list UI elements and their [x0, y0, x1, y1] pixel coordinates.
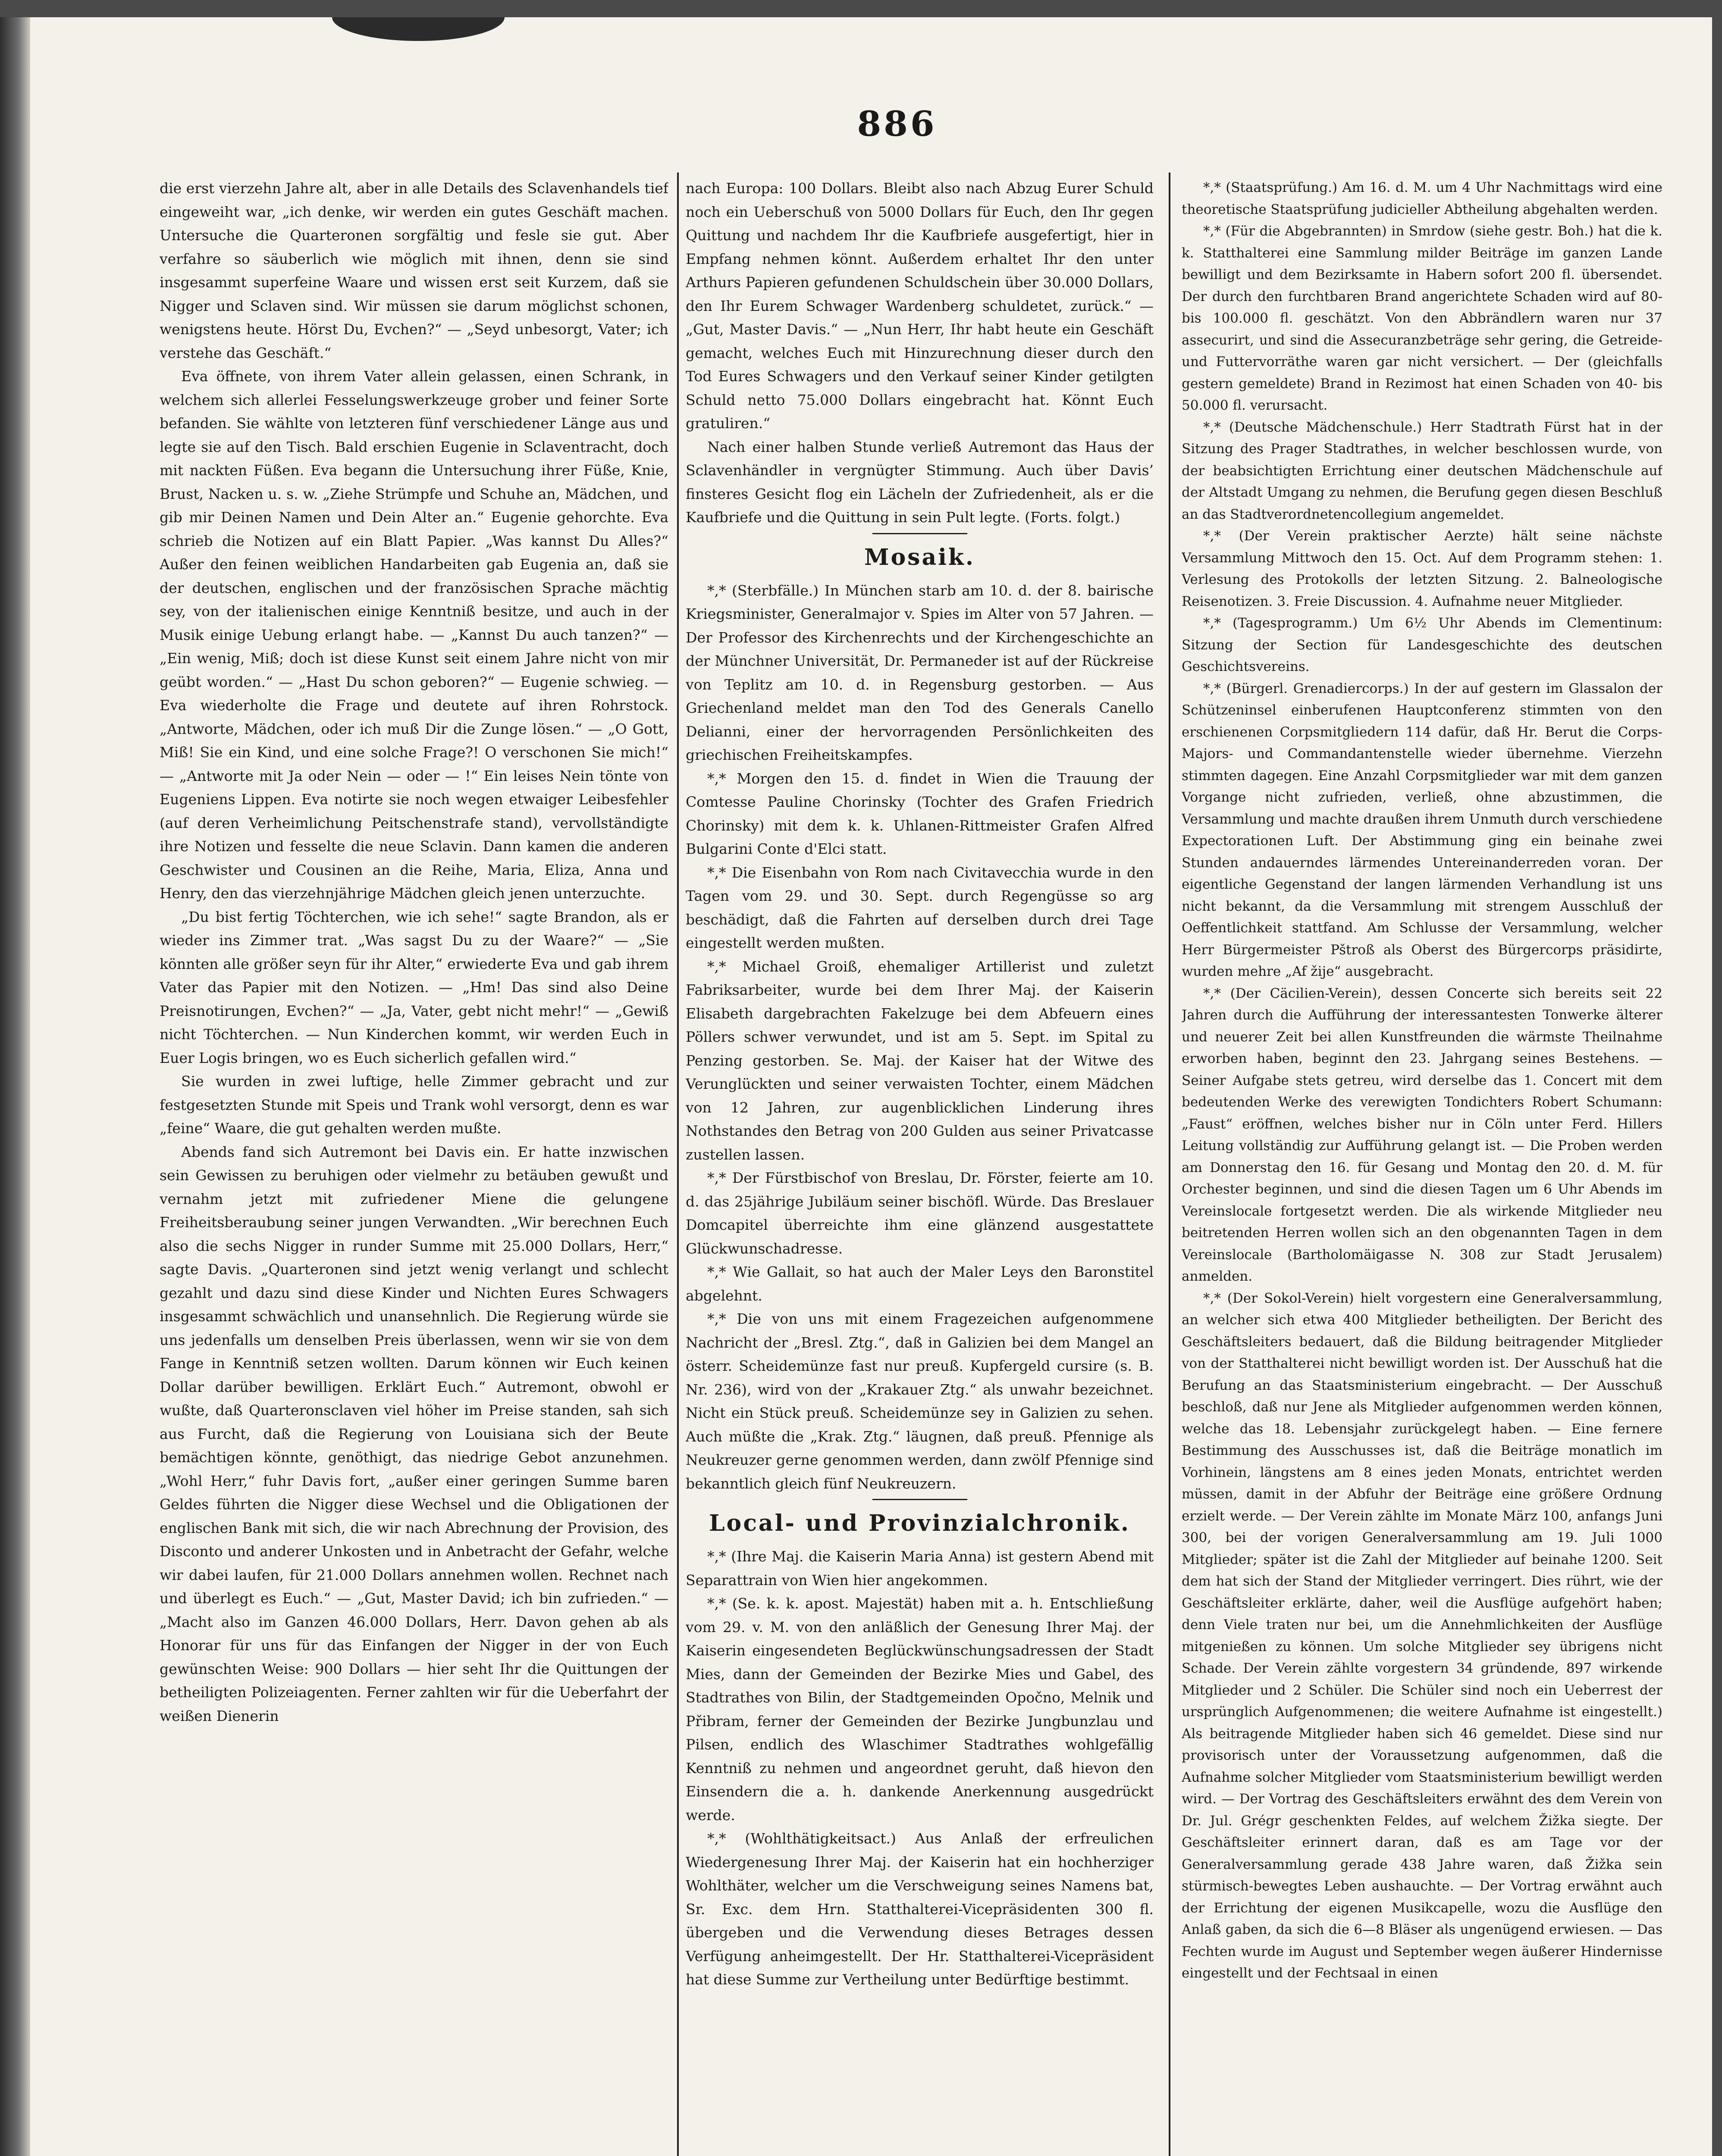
binding-gutter	[0, 17, 30, 2156]
column-divider	[1169, 172, 1170, 2156]
news-item: *,* Wie Gallait, so hat auch der Maler Leys den Baronstitel abgelehnt.	[686, 1263, 1154, 1304]
story-paragraph: Sie wurden in zwei luftige, helle Zimmer gebracht und zur festgesetzten Stunde mit Speis und Trank wohl versorgt, denn es war „feine“ Waare, die gut gehalten werden mußte.	[160, 1073, 668, 1137]
section-divider	[872, 533, 967, 534]
news-item: *,* (Sterbfälle.) In München starb am 10. d. der 8. bairische Kriegsminister, Generalmajor v. Spies im Alter von 57 Jahren. — Der Professor des Kirchenrechts und der Kirchengeschichte an der Münchner Universität, Dr. Permaneder ist auf der Rückreise von Teplitz am 10. d. in Regensburg gestorben. — Aus Griechenland meldet man den Tod des Generals Canello Delianni, einer der hervorragenden Persönlichkeiten des griechischen Freiheitskampfes.	[686, 582, 1154, 763]
news-item: *,* (Staatsprüfung.) Am 16. d. M. um 4 Uhr Nachmittags wird eine theoretische Staatsprüfung judicieller Abtheilung abgehalten werden.	[1182, 180, 1662, 217]
newspaper-page	[30, 17, 1712, 2156]
story-paragraph: Eva öffnete, von ihrem Vater allein gelassen, einen Schrank, in welchem sich allerlei Fesselungswerkzeuge grober und feiner Sorte befanden. Sie wählte von letzteren fünf verschiedener Länge aus und legte sie auf den Tisch. Bald erschien Eugenie in Sclaventracht, doch mit nackten Füßen. Eva begann die Untersuchung ihrer Füße, Knie, Brust, Nacken u. s. w. „Ziehe Strümpfe und Schuhe an, Mädchen, und gib mir Deinen Namen und Dein Alter an.“ Eugenie gehorchte. Eva schrieb die Notizen auf ein Blatt Papier. „Was kannst Du Alles?“ Außer den feinen weiblichen Handarbeiten gab Eugenia an, daß sie der deutschen, englischen und der französischen Sprache mächtig sey, von der italienischen einige Kenntniß besitze, und auch in der Musik einige Uebung erlangt habe. — „Kannst Du auch tanzen?“ — „Ein wenig, Miß; doch ist diese Kunst seit einem Jahre nicht von mir geübt worden.“ — „Hast Du schon geboren?“ — Eugenie schwieg. — Eva wiederholte die Frage und deutete auf ihren Rohrstock. „Antworte, Mädchen, oder ich muß Dir die Zunge lösen.“ — „O Gott, Miß! Sie ein Kind, und eine solche Frage?! O verschonen Sie mich!“ — „Antworte mit Ja oder Nein — oder — !“ Ein leises Nein tönte von Eugeniens Lippen. Eva notirte sie noch wegen etwaiger Leibesfehler (auf deren Verheimlichung Peitschenstrafe stand), vervollständigte ihre Notizen und fesselte die neue Sclavin. Dann kamen die anderen Geschwister und Cousinen an die Reihe, Maria, Eliza, Anna und Henry, den das vierzehnjährige Mädchen gleich jenen unterzuchte.	[160, 368, 668, 902]
news-item: *,* (Für die Abgebrannten) in Smrdow (siehe gestr. Boh.) hat die k. k. Statthalterei eine Sammlung milder Beiträge im ganzen Lande bewilligt und dem Bezirksamte in Habern sofort 200 fl. übersendet. Der durch den furchtbaren Brand angerichtete Schaden wird auf 80- bis 100.000 fl. geschätzt. Von den Abbrändlern waren nur 37 assecurirt, und sind die Assecuranzbeträge sehr gering, die Getreide- und Futtervorräthe waren gar nicht versichert. — Der (gleichfalls gestern gemeldete) Brand in Rezimost hat einen Schaden von 40- bis 50.000 fl. verursacht.	[1182, 223, 1662, 413]
news-item: *,* (Bürgerl. Grenadiercorps.) In der auf gestern im Glassalon der Schützeninsel einberufenen Hauptconferenz stimmten von den erschienenen Corpsmitgliedern 114 dafür, daß Hr. Berut die Corps-Majors- und Commandantenstelle wieder übernehme. Vierzehn stimmten dagegen. Eine Anzahl Corpsmitglieder war mit dem ganzen Vorgange nicht zufrieden, verließ, ohne abzustimmen, die Versammlung und machte draußen ihrem Unmuth durch verschiedene Expectorationen Luft. Der Abstimmung ging ein beinahe zwei Stunden andauerndes lärmendes Untereinanderreden voran. Der eigentliche Gegenstand der langen lärmenden Verhandlung ist uns nicht bekannt, da die Versammlung mit strengem Ausschluß der Oeffentlichkeit stattfand. Am Schlusse der Versammlung, welcher Herr Bürgermeister Pštroß als Oberst des Bürgercorps präsidirte, wurden mehre „Af žije“ ausgebracht.	[1182, 680, 1662, 979]
news-item: *,* Die Eisenbahn von Rom nach Civitavecchia wurde in den Tagen vom 29. und 30. Sept. durch Regengüsse so arg beschädigt, daß die Fahrten auf derselben durch drei Tage eingestellt werden mußten.	[686, 864, 1154, 951]
news-item: *,* (Tagesprogramm.) Um 6½ Uhr Abends im Clementinum: Sitzung der Section für Landesgeschichte des deutschen Geschichtsvereins.	[1182, 615, 1662, 674]
story-paragraph: Nach einer halben Stunde verließ Autremont das Haus der Sclavenhändler in vergnügter Stimmung. Auch über Davis’ finsteres Gesicht flog ein Lächeln der Zufriedenheit, als er die Kaufbriefe und die Quittung in sein Pult legte. (Forts. folgt.)	[686, 438, 1154, 526]
page-number: 886	[857, 103, 937, 144]
story-paragraph: die erst vierzehn Jahre alt, aber in alle Details des Sclavenhandels tief eingeweiht war, „ich denke, wir werden ein gutes Geschäft machen. Untersuche die Quarteronen sorgfältig und fesle sie gut. Aber verfahre so säuberlich wie möglich mit ihnen, denn sie sind insgesammt superfeine Waare und wissen erst seit Kurzem, daß sie Nigger und Sclaven sind. Wir müssen sie darum möglichst schonen, wenigstens heute. Hörst Du, Evchen?“ — „Seyd unbesorgt, Vater; ich verstehe das Geschäft.“	[160, 180, 668, 361]
story-paragraph: Abends fand sich Autremont bei Davis ein. Er hatte inzwischen sein Gewissen zu beruhigen oder vielmehr zu betäuben gewußt und vernahm jetzt mit zufriedener Miene die gelungene Freiheitsberaubung seiner jungen Verwandten. „Wir berechnen Euch also die sechs Nigger in runder Summe mit 25.000 Dollars, Herr,“ sagte Davis. „Quarteronen sind jetzt wenig verlangt und schlecht gezahlt und dazu sind diese Kinder und Nichten Eures Schwagers insgesammt schwächlich und unansehnlich. Die Regierung würde sie uns jedenfalls um denselben Preis überlassen, wenn wir sie von dem Fange in Kenntniß setzen wollten. Darum können wir Euch keinen Dollar darüber bewilligen. Erklärt Euch.“ Autremont, obwohl er wußte, daß Quarteronsclaven viel höher im Preise standen, sah sich aus Furcht, daß die Regierung von Louisiana sich der Beute bemächtigen könnte, genöthigt, das niedrige Gebot anzunehmen. „Wohl Herr,“ fuhr Davis fort, „außer einer geringen Summe baren Geldes führten die Nigger diese Wechsel und die Obligationen der englischen Bank mit sich, die wir nach Abrechnung der Provision, des Disconto und anderer Unkosten und in Anbetracht der Gefahr, welche wir dabei laufen, für 21.000 Dollars annehmen wollen. Rechnet nach und überlegt es Euch.“ — „Gut, Master David; ich bin zufrieden.“ — „Macht also im Ganzen 46.000 Dollars, Herr. Davon gehen ab als Honorar für uns für das Einfangen der Nigger in der von Euch gewünschten Weise: 900 Dollars — hier seht Ihr die Quittungen der betheiligten Polizeiagenten. Ferner zahlten wir für die Ueberfahrt der weißen Dienerin	[160, 1143, 668, 1724]
news-item: *,* Michael Groiß, ehemaliger Artillerist und zuletzt Fabriksarbeiter, wurde bei dem Ihrer Maj. der Kaiserin Elisabeth dargebrachten Fakelzuge bei dem Abfeuern eines Pöllers schwer verwundet, und ist am 5. Sept. im Spital zu Penzing gestorben. Se. Maj. der Kaiser hat der Witwe des Verunglückten und seiner verwaisten Tochter, einem Mädchen von 12 Jahren, zur augenblicklichen Linderung ihres Nothstandes den Betrag von 200 Gulden aus seiner Privatcasse zustellen lassen.	[686, 958, 1154, 1163]
news-item: *,* (Se. k. k. apost. Majestät) haben mit a. h. Entschließung vom 29. v. M. von den anläßlich der Genesung Ihrer Maj. der Kaiserin eingesendeten Beglückwünschungsadressen der Stadt Mies, dann der Gemeinden der Bezirke Mies und Gabel, des Stadtrathes von Bilin, der Stadtgemeinden Opočno, Melnik und Přibram, ferner der Gemeinden der Bezirke Jungbunzlau und Pilsen, endlich des Wlaschimer Stadtrathes wohlgefällig Kenntniß zu nehmen und angeordnet geruht, daß hievon den Einsendern die a. h. dankende Anerkennung ausgedrückt werde.	[686, 1595, 1154, 1824]
news-item: *,* (Deutsche Mädchenschule.) Herr Stadtrath Fürst hat in der Sitzung des Prager Stadtrathes, in welcher beschlossen wurde, von der beabsichtigten Errichtung einer deutschen Mädchenschule auf der Altstadt Umgang zu nehmen, die Berufung gegen diesen Beschluß an das Stadtverordnetencollegium angemeldet.	[1182, 419, 1662, 522]
news-item: *,* Der Fürstbischof von Breslau, Dr. Förster, feierte am 10. d. das 25jährige Jubiläum seiner bischöfl. Würde. Das Breslauer Domcapitel überreichte ihm eine glänzend ausgestattete Glückwunschadresse.	[686, 1169, 1154, 1257]
news-item: *,* (Der Sokol-Verein) hielt vorgestern eine Generalversammlung, an welcher sich etwa 400 Mitglieder betheiligten. Der Bericht des Geschäftsleiters bedauert, daß die Bildung beitragender Mitglieder von der Statthalterei nicht bewilligt worden ist. Der Ausschuß hat die Berufung an das Staatsministerium eingebracht. — Der Ausschuß beschloß, daß nur Jene als Mitglieder aufgenommen werden können, welche das 18. Lebensjahr zurückgelegt haben. — Eine fernere Bestimmung des Ausschusses ist, daß die Beiträge monatlich im Vorhinein, längstens am 8 eines jeden Monats, entrichtet werden müssen, damit in der Abfuhr der Beiträge eine größere Ordnung erzielt werde. — Der Verein zählte im Monate März 100, anfangs Juni 300, bei der vorigen Generalversammlung am 19. Juli 1000 Mitglieder; später ist die Zahl der Mitglieder auf beinahe 1200. Seit dem hat sich der Stand der Mitglieder verringert. Dies rührt, wie der Geschäftsleiter erklärte, daher, weil die Ausflüge aufgehört haben; denn Viele traten nur bei, um die Annehmlichkeiten der Ausflüge mitgenießen zu können. Um solche Mitglieder sey übrigens nicht Schade. Der Verein zählte vorgestern 34 gründende, 897 wirkende Mitglieder und 2 Schüler. Die Schüler sind noch ein Ueberrest der ursprünglich Aufgenommenen; die weitere Aufnahme ist eingestellt.) Als beitragende Mitglieder haben sich 46 gemeldet. Diese sind nur provisorisch unter der Voraussetzung aufgenommen, daß die Aufnahme solcher Mitglieder vom Staatsministerium bewilligt werden wird. — Der Vortrag des Geschäftsleiters erwähnt des dem Verein von Dr. Jul. Grégr geschenkten Feldes, auf welchem Žižka siegte. Der Geschäftsleiter erinnert daran, daß es am Tage vor der Generalversammlung gerade 438 Jahre waren, daß Žižka sein stürmisch-bewegtes Leben aushauchte. — Der Vortrag erwähnt auch der Errichtung der eigenen Musikcapelle, wozu die Ausflüge den Anlaß gaben, da sich die 6—8 Bläser als ungenügend erwiesen. — Das Fechten wurde im August und September wegen äußerer Hindernisse eingestellt und der Fechtsaal in einen	[1182, 1290, 1662, 1981]
page-corner-mark	[332, 17, 505, 41]
news-item: *,* (Wohlthätigkeitsact.) Aus Anlaß der erfreulichen Wiedergenesung Ihrer Maj. der Kaiserin hat ein hochherziger Wohlthäter, welcher um die Verschweigung seines Namens bat, Sr. Exc. dem Hrn. Statthalterei-Vicepräsidenten 300 fl. übergeben und die Verwendung dieses Betrages dessen Verfügung anheimgestellt. Der Hr. Statthalterei-Vicepräsident hat diese Summe zur Vertheilung unter Bedürftige bestimmt.	[686, 1830, 1154, 1988]
section-heading-local-chronicle: Local- und Provinzialchronik.	[709, 1510, 1131, 1536]
news-item: *,* (Der Verein praktischer Aerzte) hält seine nächste Versammlung Mittwoch den 15. Oct. Auf dem Programm stehen: 1. Verlesung des Protokolls der letzten Sitzung. 2. Balneologische Reisenotizen. 3. Freie Discussion. 4. Aufnahme neuer Mitglieder.	[1182, 528, 1662, 609]
section-heading-mosaik: Mosaik.	[864, 544, 975, 570]
column-divider	[677, 172, 679, 2156]
news-item: *,* Die von uns mit einem Fragezeichen aufgenommene Nachricht der „Bresl. Ztg.“, daß in Galizien bei dem Mangel an österr. Scheidemünze fast nur preuß. Kupfergeld cursire (s. B. Nr. 236), wird von der „Krakauer Ztg.“ als unwahr bezeichnet. Nicht ein Stück preuß. Scheidemünze sey in Galizien zu sehen. Auch müßte die „Krak. Ztg.“ läugnen, daß preuß. Pfennige als Neukreuzer gerne genommen werden, dann zwölf Pfennige sind bekanntlich gleich fünf Neukreuzern.	[686, 1310, 1154, 1492]
section-divider	[872, 1499, 967, 1500]
column-right	[1182, 177, 1662, 2156]
column-left	[160, 177, 668, 2156]
story-paragraph: nach Europa: 100 Dollars. Bleibt also nach Abzug Eurer Schuld noch ein Ueberschuß von 5000 Dollars für Euch, den Ihr gegen Quittung und nachdem Ihr die Kaufbriefe ausgefertigt, hier in Empfang nehmen könnt. Außerdem erhaltet Ihr den unter Arthurs Papieren gefundenen Schuldschein über 30.000 Dollars, den Ihr Eurem Schwager Wardenberg schuldetet, zurück.“ — „Gut, Master Davis.“ — „Nun Herr, Ihr habt heute ein Geschäft gemacht, welches Euch mit Hinzurechnung dieser durch den Tod Eures Schwagers und den Verkauf seiner Kinder getilgten Schuld netto 75.000 Dollars eingebracht hat. Könnt Euch gratuliren.“	[686, 180, 1154, 432]
news-item: *,* (Ihre Maj. die Kaiserin Maria Anna) ist gestern Abend mit Separattrain von Wien hier angekommen.	[686, 1548, 1154, 1589]
news-item: *,* Morgen den 15. d. findet in Wien die Trauung der Comtesse Pauline Chorinsky (Tochter des Grafen Friedrich Chorinsky) mit dem k. k. Uhlanen-Rittmeister Grafen Alfred Bulgarini Conte d'Elci statt.	[686, 770, 1154, 857]
news-item: *,* (Der Cäcilien-Verein), dessen Concerte sich bereits seit 22 Jahren durch die Aufführung der interessantesten Tonwerke älterer und neuerer Zeit bei allen Kunstfreunden die wärmste Theilnahme erworben haben, beginnt den 23. Jahrgang seines Bestehens. — Seiner Aufgabe stets getreu, wird derselbe das 1. Concert mit dem bedeutenden Werke des verewigten Tondichters Robert Schumann: „Faust“ eröffnen, welches bisher nur in Cöln unter Ferd. Hillers Leitung vollständig zur Aufführung gelangt ist. — Die Proben werden am Donnerstag den 16. für Gesang und Montag den 20. d. M. für Orchester beginnen, und sind die diesen Tagen um 6 Uhr Abends im Vereinslocale fortgesetzt werden. Die als wirkende Mitglieder neu beitretenden Herren wollen sich an den obgenannten Tagen in dem Vereinslocale (Bartholomäigasse N. 308 zur Stadt Jerusalem) anmelden.	[1182, 985, 1662, 1284]
story-paragraph: „Du bist fertig Töchterchen, wie ich sehe!“ sagte Brandon, als er wieder ins Zimmer trat. „Was sagst Du zu der Waare?“ — „Sie könnten alle größer seyn für ihr Alter,“ erwiederte Eva und gab ihrem Vater das Papier mit den Notizen. — „Hm! Das sind also Deine Preisnotirungen, Evchen?“ — „Ja, Vater, gebt nicht mehr!“ — „Gewiß nicht Töchterchen. — Nun Kinderchen kommt, wir werden Euch in Euer Logis bringen, wo es Euch sicherlich gefallen wird.“	[160, 908, 668, 1066]
column-middle	[686, 177, 1154, 2156]
